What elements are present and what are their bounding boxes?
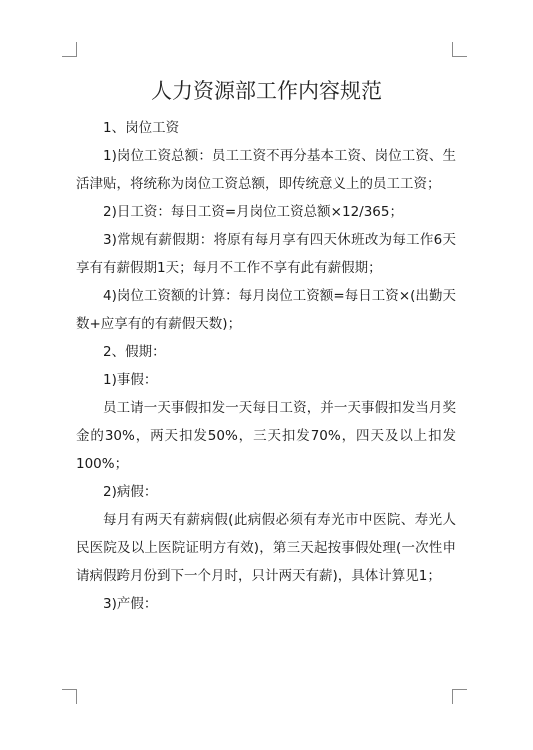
document-title: 人力资源部工作内容规范 <box>151 79 382 103</box>
corner-mark-top-left <box>62 42 77 57</box>
paragraph-paid-leave: 3)常规有薪假期：将原有每月享有四天休班改为每工作6天享有有薪假期1天；每月不工作不享有此有薪假期； <box>76 232 456 276</box>
corner-mark-bottom-left <box>62 689 77 704</box>
paragraph-sick-leave: 每月有两天有薪病假(此病假必须有寿光市中医院、寿光人民医院及以上医院证明方有效)，第三天起按事假处理(一次性申请病假跨月份到下一个月时，只计两天有薪)，具体计算见1； <box>76 512 456 584</box>
subheading-personal-leave: 1)事假： <box>103 372 158 388</box>
paragraph-daily-wage: 2)日工资：每日工资=月岗位工资总额×12/365； <box>103 204 403 220</box>
section-heading-leave: 2、假期： <box>103 344 166 360</box>
paragraph-personal-leave: 员工请一天事假扣发一天每日工资，并一天事假扣发当月奖金的30%，两天扣发50%，三天扣发70%，四天及以上扣发100%； <box>76 400 456 472</box>
corner-mark-top-right <box>452 42 467 57</box>
paragraph-wage-calculation: 4)岗位工资额的计算：每月岗位工资额=每日工资×(出勤天数+应享有的有薪假天数)； <box>76 288 456 332</box>
subheading-sick-leave: 2)病假： <box>103 484 158 500</box>
subheading-maternity-leave: 3)产假： <box>103 596 158 612</box>
corner-mark-bottom-right <box>452 689 467 704</box>
section-heading-position-wage: 1、岗位工资 <box>103 120 180 136</box>
document-body <box>76 114 456 618</box>
paragraph-total-wage: 1)岗位工资总额：员工工资不再分基本工资、岗位工资、生活津贴，将统称为岗位工资总额，即传统意义上的员工工资； <box>76 148 456 192</box>
